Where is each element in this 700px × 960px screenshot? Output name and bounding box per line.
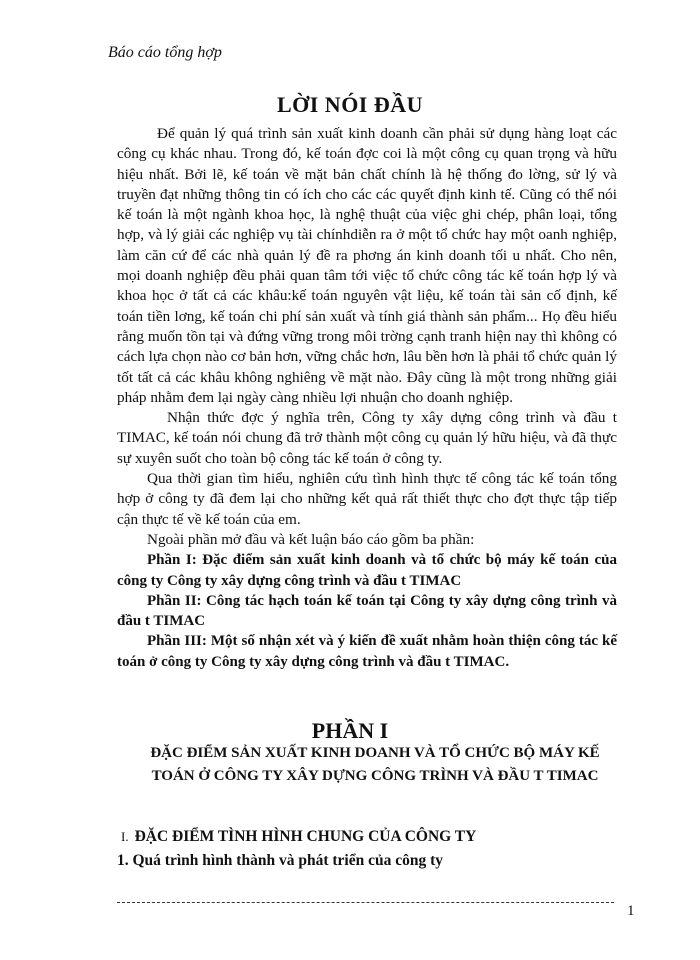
footer-divider [117,902,614,903]
document-body [117,124,617,672]
subsubsection-heading: 1. Quá trình hình thành và phát triển của công ty [117,852,443,869]
part-item [117,550,617,591]
paragraph-awareness: Nhận thức đợc ý nghĩa trên, Công ty xây dựng công trình và đầu t TIMAC, kế toán nói chung đã trở thành một công cụ quản lý hữu hiệu, và đã thực sự xuyên suốt cho toàn bộ công tác kế toán ở công ty. [117,409,617,467]
subsection-number: I. [121,829,129,844]
subsection-heading [121,828,476,846]
part-text: Công tác hạch toán kế toán tại Công ty xây dựng công trình và đầu t TIMAC [117,592,617,630]
part-label: Phần III: [147,633,211,650]
section-heading: PHẦN I [311,718,389,743]
page-number: 1 [627,903,635,919]
part-label: Phần II: [147,592,207,609]
paragraph-intro: Để quản lý quá trình sản xuất kinh doanh cần phải sử dụng hàng loạt các công cụ khác nhau. Trong đó, kế toán đợc coi là một công cụ quan trọng và hữu hiệu nhất. Bởi lẽ, kế toán về mặt bản chất chính là hệ thống đo lờng, sử lý và truyền đạt những thông tin có ích cho các các quyết định kinh tế. Cũng có thể nói kế toán là một ngành khoa học, là nghệ thuật của việc ghi chép, phân loại, tổng hợp, và lý giải các nghiệp vụ tài chínhdiễn ra ở một tổ chức hay một oanh nghiệp, làm căn cứ để các nhà quản lý đề ra phơng án kinh doanh tối u nhất. Cho nên, mọi doanh nghiệp đều phải quan tâm tới việc tổ chức công tác kế toán hợp lý và khoa học ở tất cả các khâu:kế toán nguyên vật liệu, kế toán tài sản cố định, kế toán tiền lơng, kế toán chi phí sản xuất và tính giá thành sản phẩm... Họ đều hiểu rằng muốn tồn tại và đứng vững trong môi trờng cạnh tranh hiện nay thì không có cách lựa chọn nào cơ bản hơn, vững chắc hơn, lâu bền hơn là phải tổ chức quản lý tốt tất cả các khâu không nghiêng về mặt nào. Đây cũng là một trong những giải pháp nhằm đem lại ngày càng nhiều lợi nhuận cho doanh nghiệp. [117,125,617,406]
part-text: Đặc điểm sản xuất kinh doanh và tổ chức bộ máy kế toán của công ty Công ty xây dựng công trình và đầu t TIMAC [117,552,617,589]
part-item [117,591,617,632]
running-header: Báo cáo tổng hợp [108,44,222,61]
part-label: Phần I: [147,552,203,569]
page-title: LỜI NÓI ĐẦU [276,92,424,117]
paragraph-research: Qua thời gian tìm hiểu, nghiên cứu tình hình thực tế công tác kế toán tổng hợp ở công ty đã đem lại cho những kết quả rất thiết thực cho đợt thực tập tiếp cận thực tế về kế toán của em. [117,470,617,528]
part-item [117,631,617,672]
paragraph-structure: Ngoài phần mở đầu và kết luận báo cáo gồm ba phần: [147,530,475,548]
subsection-title: ĐẶC ĐIỂM TÌNH HÌNH CHUNG CỦA CÔNG TY [134,828,477,845]
part-text: Một số nhận xét và ý kiến đề xuất nhằm hoàn thiện công tác kế toán ở công ty Công ty xây dựng công trình và đầu t TIMAC. [117,633,617,670]
section-subheading: ĐẶC ĐIỂM SẢN XUẤT KINH DOANH VÀ TỔ CHỨC BỘ MÁY KẾ TOÁN Ở CÔNG TY XÂY DỰNG CÔNG TRÌNH VÀ ĐẦU T TIMAC [150,745,600,784]
